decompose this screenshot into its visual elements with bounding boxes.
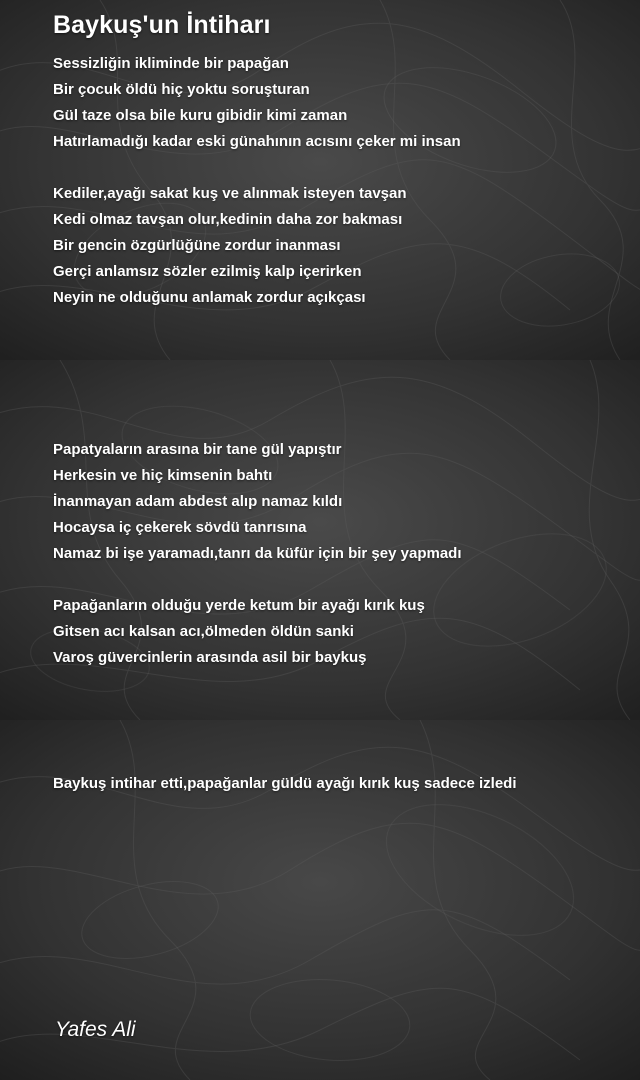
poem-stanza-1: [53, 51, 461, 155]
poem-line: Baykuş intihar etti,papağanlar güldü ayağı kırık kuş sadece izledi: [53, 775, 517, 792]
poem-stanza-2: [53, 181, 407, 311]
poem-line: Neyin ne olduğunu anlamak zordur açıkçası: [53, 289, 366, 306]
poem-stanza-5: [53, 771, 517, 797]
poem-line: İnanmayan adam abdest alıp namaz kıldı: [53, 493, 343, 510]
poem-line: Namaz bi işe yaramadı,tanrı da küfür için bir şey yapmadı: [53, 545, 462, 562]
poem-line: Kedi olmaz tavşan olur,kedinin daha zor bakması: [53, 211, 403, 228]
poem-title: Baykuş'un İntiharı: [53, 11, 271, 39]
poem-stanza-3: [53, 437, 462, 567]
poem-line: Gerçi anlamsız sözler ezilmiş kalp içerirken: [53, 263, 362, 280]
poem-line: Gül taze olsa bile kuru gibidir kimi zaman: [53, 107, 348, 124]
poem-line: Hatırlamadığı kadar eski günahının acısını çeker mi insan: [53, 133, 461, 150]
poem-line: Hocaysa iç çekerek sövdü tanrısına: [53, 519, 307, 536]
poem-line: Papağanların olduğu yerde ketum bir ayağı kırık kuş: [53, 597, 425, 614]
poem-line: Gitsen acı kalsan acı,ölmeden öldün sanki: [53, 623, 354, 640]
poem-author: Yafes Ali: [55, 1018, 136, 1041]
poem-line: Bir gencin özgürlüğüne zordur inanması: [53, 237, 341, 254]
poem-line: Kediler,ayağı sakat kuş ve alınmak isteyen tavşan: [53, 185, 407, 202]
poem-line: Bir çocuk öldü hiç yoktu soruşturan: [53, 81, 310, 98]
poem-line: Herkesin ve hiç kimsenin bahtı: [53, 467, 273, 484]
poem-line: Papatyaların arasına bir tane gül yapıştır: [53, 441, 342, 458]
poem-stanza-4: [53, 593, 425, 671]
poem-line: Varoş güvercinlerin arasında asil bir baykuş: [53, 649, 367, 666]
poem-line: Sessizliğin ikliminde bir papağan: [53, 55, 289, 72]
